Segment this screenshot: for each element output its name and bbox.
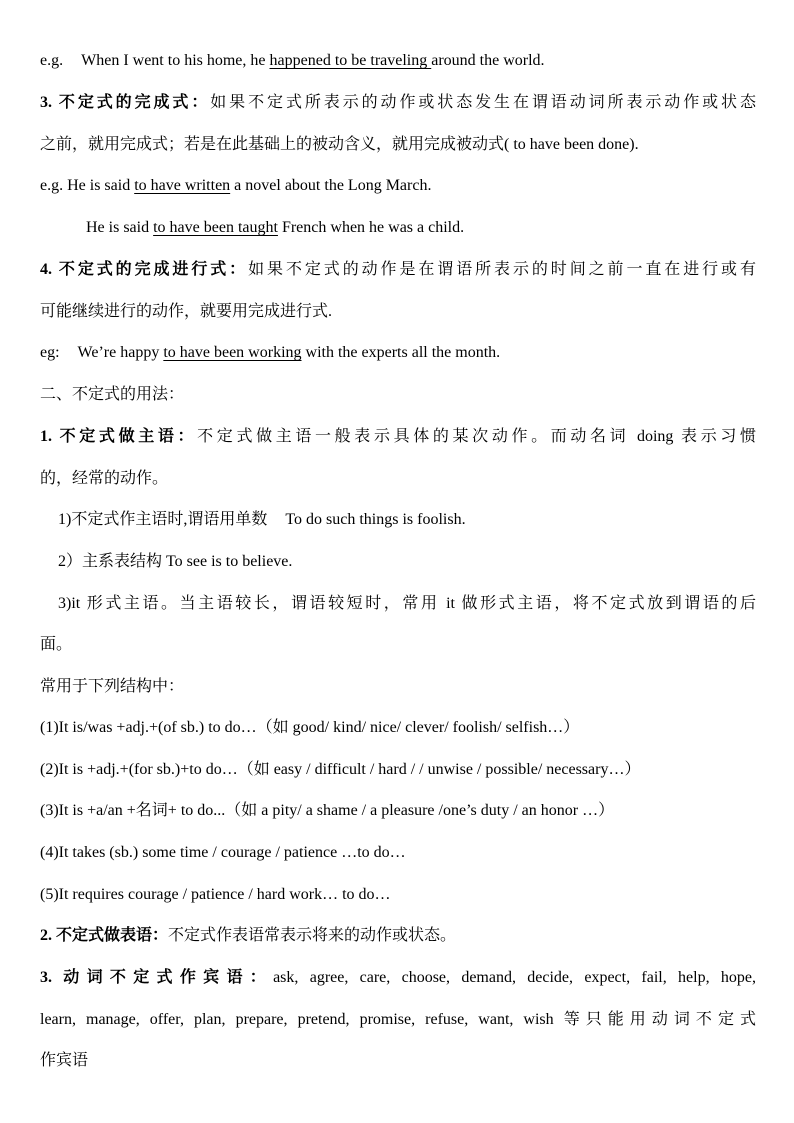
structure-3 <box>40 801 756 821</box>
text: a novel about the Long March. <box>230 177 432 194</box>
section-4-line-2 <box>40 302 756 322</box>
usage-3-line-2 <box>40 1010 756 1030</box>
structure-2 <box>40 760 756 780</box>
underlined-phrase: to have been working <box>163 344 302 361</box>
text: We’re happy <box>77 344 164 361</box>
text: learn, manage, offer, plan, prepare, pretend, promise, refuse, want, wish 等只能用动词不定式 <box>40 1011 756 1028</box>
text: 如果不定式所表示的动作或状态发生在谓语动词所表示动作或状态 <box>210 94 756 111</box>
part-2-heading <box>40 385 756 405</box>
usage-3-line-3 <box>40 1051 756 1071</box>
section-heading: 3. 动词不定式作宾语： <box>40 969 274 986</box>
text: e.g. He is said <box>40 177 135 194</box>
usage-1-line-1 <box>40 427 756 447</box>
text: around the world. <box>431 52 545 69</box>
text: (3)It is +a/an +名词+ to do...（如 a pity/ a shame / a pleasure /one’s duty / an honor …） <box>40 802 615 819</box>
structures-intro <box>40 677 756 697</box>
structure-5 <box>40 885 756 905</box>
section-3-line-2 <box>40 135 756 155</box>
underlined-phrase: happened to be traveling <box>269 52 432 69</box>
section-3-line-1 <box>40 93 756 113</box>
text: 不定式做主语一般表示具体的某次动作。而动名词 doing 表示习惯 <box>197 428 756 445</box>
text: 可能继续进行的动作，就要用完成进行式. <box>40 303 333 320</box>
section-heading: 2. 不定式做表语： <box>40 927 169 944</box>
text: (4)It takes (sb.) some time / courage / patience …to do… <box>40 844 406 861</box>
section-4-line-1 <box>40 260 756 280</box>
example-line-taught <box>86 218 756 238</box>
text: 如果不定式的动作是在谓语所表示的时间之前一直在进行或有 <box>248 261 756 278</box>
text: 二、不定式的用法： <box>40 386 185 403</box>
usage-1-line-2 <box>40 469 756 489</box>
text: ask, agree, care, choose, demand, decide, expect, fail, help, hope, <box>273 969 756 986</box>
text: 3)it 形式主语。当主语较长，谓语较短时，常用 it 做形式主语，将不定式放到谓语的后 <box>58 595 756 612</box>
usage-2-line <box>40 926 756 946</box>
text: 常用于下列结构中： <box>40 678 185 695</box>
section-heading: 4. 不定式的完成进行式： <box>40 261 249 278</box>
text: He is said <box>86 219 154 236</box>
text: 不定式作表语常表示将来的动作或状态。 <box>168 927 457 944</box>
text: (5)It requires courage / patience / hard work… to do… <box>40 886 391 903</box>
structure-1 <box>40 718 756 738</box>
text: French when he was a child. <box>277 219 465 236</box>
text: 的，经常的动作。 <box>40 470 169 487</box>
section-heading: 3. 不定式的完成式： <box>40 94 211 111</box>
text: 1)不定式作主语时,谓语用单数 <box>58 511 268 528</box>
text: When I went to his home, he <box>81 52 270 69</box>
text: 之前，就用完成式；若是在此基础上的被动含义，就用完成被动式( to have been done). <box>40 136 639 153</box>
example-line-working <box>40 343 756 363</box>
structure-4 <box>40 843 756 863</box>
usage-1-item-3-line-2 <box>40 635 756 655</box>
usage-1-item-1 <box>58 510 756 530</box>
text: (1)It is/was +adj.+(of sb.) to do…（如 good/ kind/ nice/ clever/ foolish/ selfish…） <box>40 719 580 736</box>
usage-3-line-1 <box>40 968 756 988</box>
text: 面。 <box>40 636 73 653</box>
underlined-phrase: to have written <box>134 177 231 194</box>
text: 作宾语 <box>40 1052 89 1069</box>
underlined-phrase: to have been taught <box>153 219 278 236</box>
example-line-written <box>40 176 756 196</box>
text: To do such things is foolish. <box>285 511 466 528</box>
section-heading: 1. 不定式做主语： <box>40 428 198 445</box>
usage-1-item-3-line-1 <box>58 594 756 614</box>
example-line-happened <box>40 51 756 71</box>
text: with the experts all the month. <box>301 344 501 361</box>
text: (2)It is +adj.+(for sb.)+to do…（如 easy / difficult / hard / / unwise / possible/ necessary…） <box>40 761 641 778</box>
eg-label: e.g. <box>40 52 64 69</box>
eg-label: eg: <box>40 344 60 361</box>
usage-1-item-2 <box>58 552 756 572</box>
text: 2）主系表结构 To see is to believe. <box>58 553 293 570</box>
